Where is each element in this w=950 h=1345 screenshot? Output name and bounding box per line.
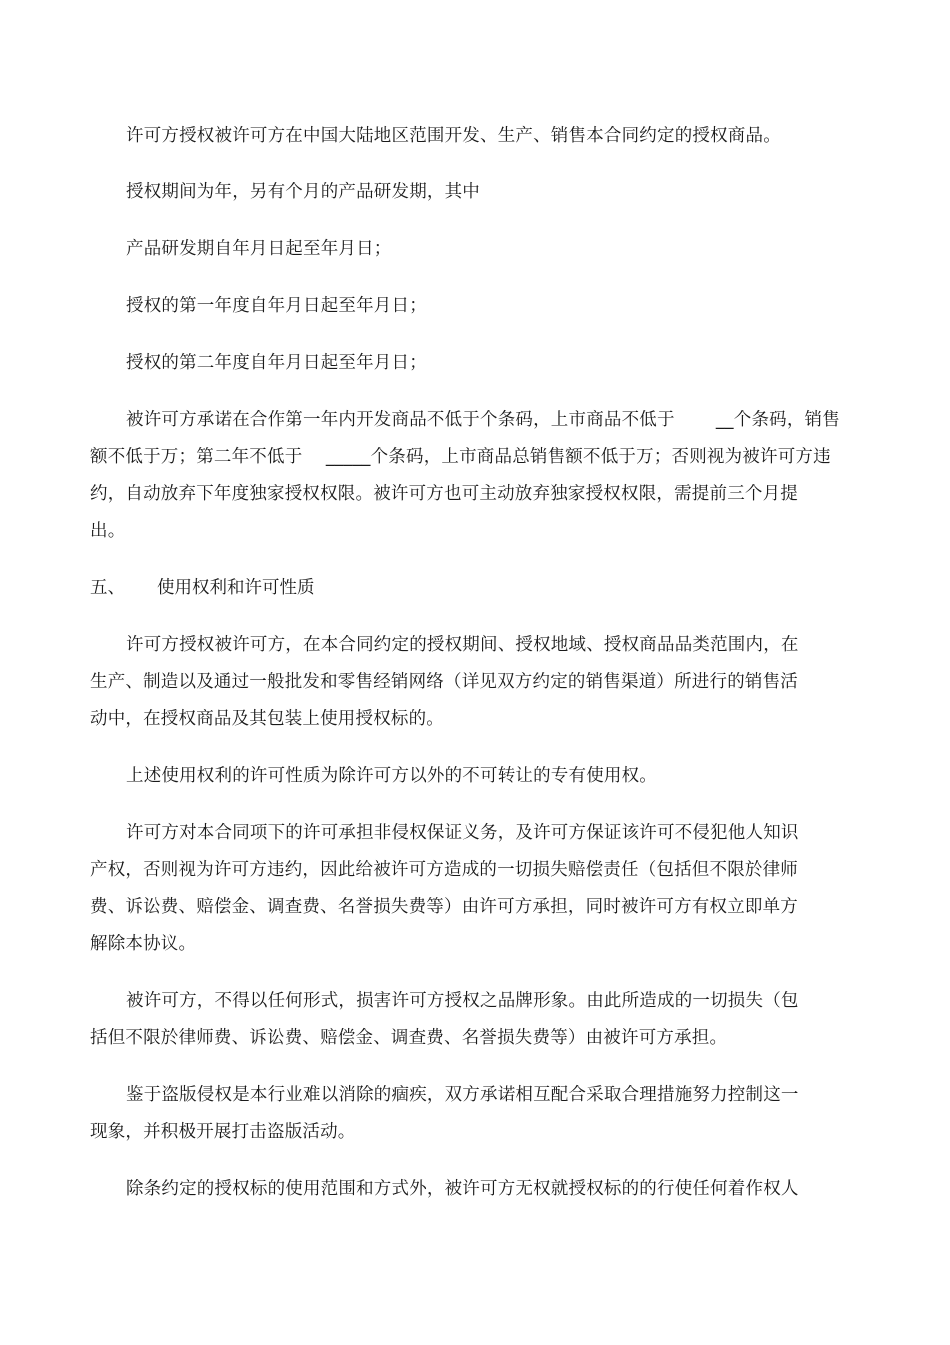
text-line: 许可方授权被许可方，在本合同约定的授权期间、授权地域、授权商品品类范围内，在 — [126, 635, 799, 655]
text-line: 许可方对本合同项下的许可承担非侵权保证义务，及许可方保证该许可不侵犯他人知识 — [126, 823, 799, 843]
paragraph-scope-limit: 除条约定的授权标的使用范围和方式外，被许可方无权就授权标的的行使任何着作权人 — [126, 1179, 799, 1199]
paragraph-territory: 许可方授权被许可方在中国大陆地区范围开发、生产、销售本合同约定的授权商品。 — [126, 126, 781, 146]
text-line: 括但不限於律师费、诉讼费、赔偿金、调查费、名誉损失费等）由被许可方承担。 — [90, 1028, 728, 1048]
paragraph-first-year: 授权的第一年度自年月日起至年月日； — [126, 296, 427, 316]
text-line: 动中，在授权商品及其包装上使用授权标的。 — [90, 709, 444, 729]
text-line: 鉴于盗版侵权是本行业难以消除的痼疾，双方承诺相互配合采取合理措施努力控制这一 — [126, 1085, 799, 1105]
text-line: 被许可方，不得以任何形式，损害许可方授权之品牌形象。由此所造成的一切损失（包 — [126, 991, 799, 1011]
text-line: 生产、制造以及通过一般批发和零售经销网络（详见双方约定的销售渠道）所进行的销售活 — [90, 672, 798, 692]
text-line: 约，自动放弃下年度独家授权权限。被许可方也可主动放弃独家授权权限，需提前三个月提 — [90, 484, 798, 504]
text-line: 出。 — [90, 521, 126, 541]
text-line: 产权，否则视为许可方违约，因此给被许可方造成的一切损失赔偿责任（包括但不限於律师 — [90, 860, 798, 880]
text-line: 额不低于万；第二年不低于 _____个条码，上市商品总销售额不低于万；否则视为被许可方违 — [90, 447, 831, 467]
paragraph-term: 授权期间为年，另有个月的产品研发期，其中 — [126, 182, 480, 202]
paragraph-second-year: 授权的第二年度自年月日起至年月日； — [126, 353, 427, 373]
text-line: 解除本协议。 — [90, 934, 197, 954]
section-number: 五、 — [90, 578, 125, 598]
paragraph-rd-period: 产品研发期自年月日起至年月日； — [126, 239, 392, 259]
text-line: 现象，并积极开展打击盗版活动。 — [90, 1122, 356, 1142]
section-title: 使用权利和许可性质 — [157, 578, 315, 598]
text-line: 费、诉讼费、赔偿金、调查费、名誉损失费等）由许可方承担，同时被许可方有权立即单方 — [90, 897, 798, 917]
paragraph-license-nature: 上述使用权利的许可性质为除许可方以外的不可转让的专有使用权。 — [126, 766, 657, 786]
text-line: 被许可方承诺在合作第一年内开发商品不低于个条码，上市商品不低于 __个条码，销售 — [126, 410, 840, 430]
